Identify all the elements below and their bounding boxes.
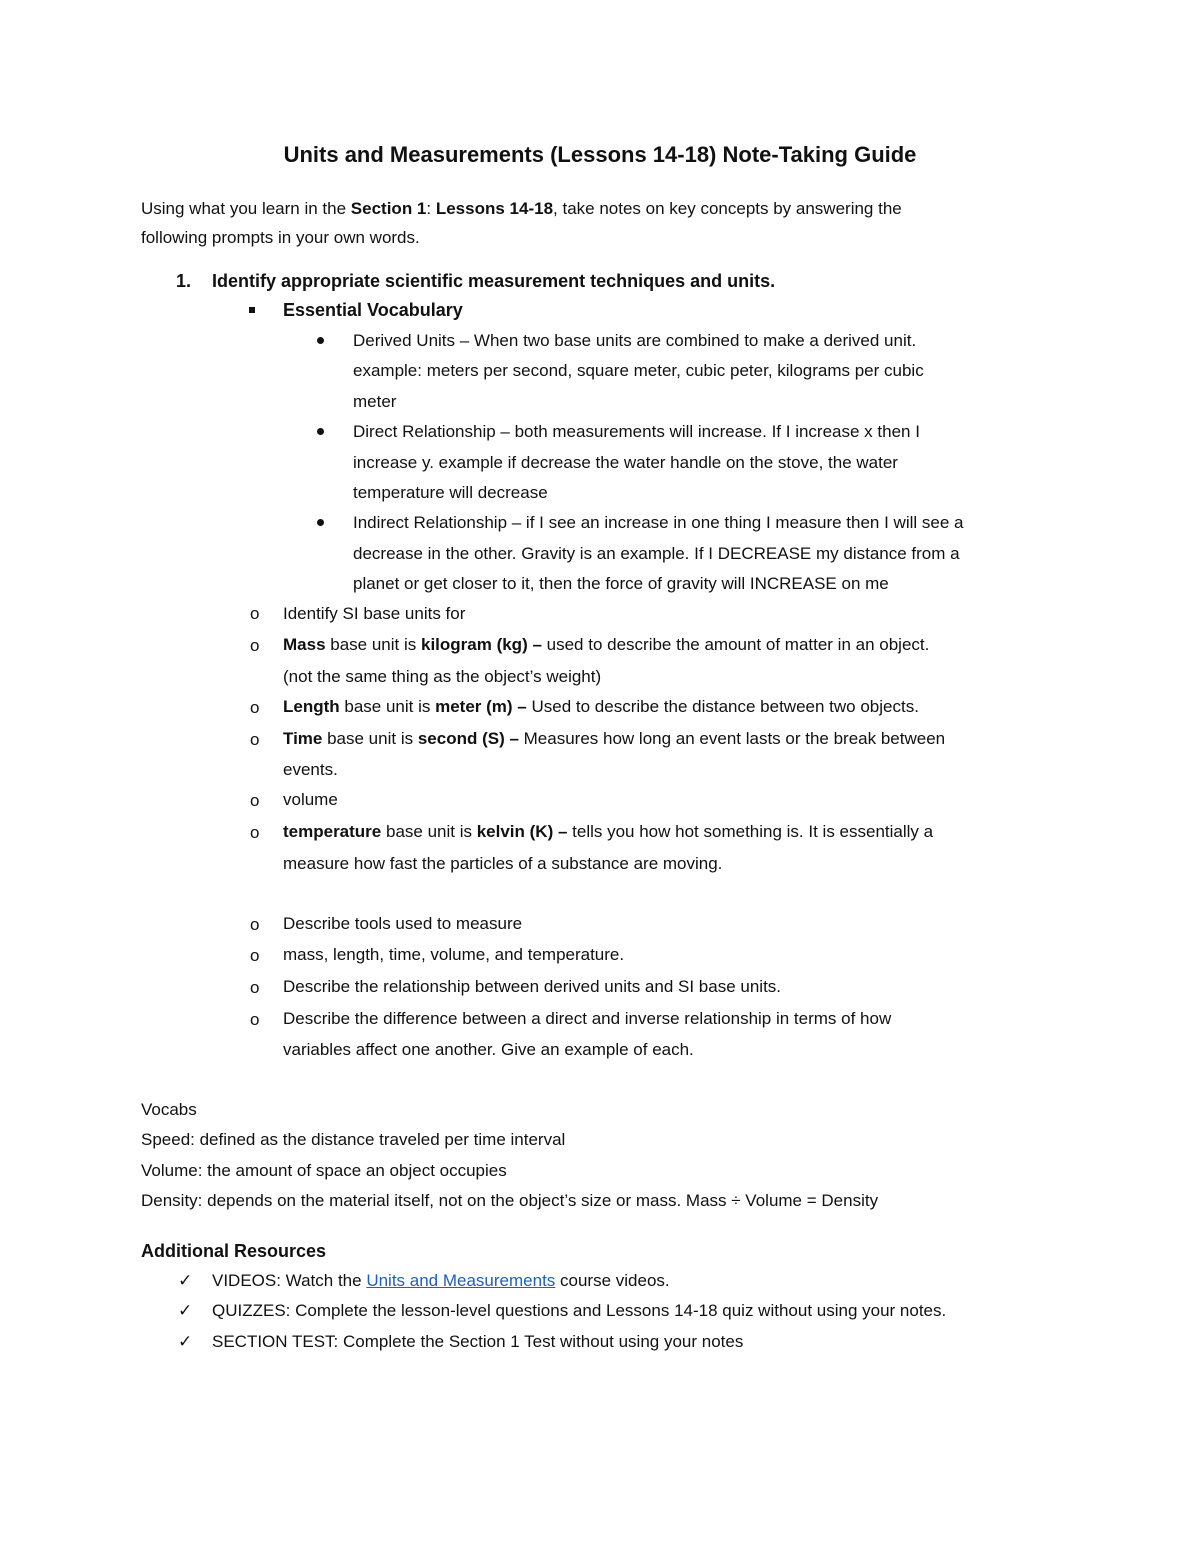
text: VIDEOS: Watch the xyxy=(212,1271,367,1290)
vocab-derived-line-3: meter xyxy=(353,392,397,411)
vocabs-heading: Vocabs xyxy=(141,1100,197,1119)
term-bold: Time xyxy=(283,729,323,748)
checkmark-icon: ✓ xyxy=(178,1301,193,1320)
text: base unit is xyxy=(325,635,421,654)
page-title: Units and Measurements (Lessons 14-18) Note-Taking Guide xyxy=(283,142,917,167)
intro-section-bold: Section 1 xyxy=(350,199,427,218)
circle-bullet-icon: o xyxy=(250,698,260,717)
intro-text: Using what you learn in the xyxy=(141,199,351,218)
term-bold: temperature xyxy=(283,822,382,841)
unit-bold: kilogram (kg) – xyxy=(420,635,542,654)
resource-videos xyxy=(212,1270,670,1292)
vocab-direct-line-2: increase y. example if decrease the water handle on the stove, the water xyxy=(353,453,898,472)
resources-heading: Additional Resources xyxy=(141,1241,327,1261)
bullet-icon xyxy=(317,428,324,435)
text: Used to describe the distance between two objects. xyxy=(526,697,919,716)
vocab-indirect-line-2: decrease in the other. Gravity is an example. If I DECREASE my distance from a xyxy=(353,544,960,563)
objective-text: Identify appropriate scientific measurement techniques and units. xyxy=(212,271,776,291)
term-bold: Mass xyxy=(283,635,326,654)
describe-difference-line-2: variables affect one another. Give an example of each. xyxy=(283,1040,694,1059)
essential-vocab-heading: Essential Vocabulary xyxy=(283,300,463,320)
text: course videos. xyxy=(555,1271,670,1290)
text: base unit is xyxy=(381,822,477,841)
checkmark-icon: ✓ xyxy=(178,1271,193,1290)
circle-bullet-icon: o xyxy=(250,604,260,623)
units-and-measurements-link[interactable]: Units and Measurements xyxy=(366,1271,556,1290)
circle-bullet-icon: o xyxy=(250,1010,260,1029)
circle-bullet-icon: o xyxy=(250,946,260,965)
text: used to describe the amount of matter in an object. xyxy=(541,635,930,654)
text: base unit is xyxy=(322,729,418,748)
si-time-line-2: events. xyxy=(283,760,338,779)
describe-tools: Describe tools used to measure xyxy=(283,914,523,933)
vocab-direct-line-1: Direct Relationship – both measurements will increase. If I increase x then I xyxy=(353,422,920,441)
si-temperature-line-2: measure how fast the particles of a substance are moving. xyxy=(283,854,723,873)
si-temperature-line-1 xyxy=(283,821,933,843)
intro-text: , take notes on key concepts by answering the xyxy=(553,199,902,218)
text: base unit is xyxy=(339,697,436,716)
vocab-direct-line-3: temperature will decrease xyxy=(353,483,548,502)
intro-lessons-bold: Lessons 14-18 xyxy=(435,199,554,218)
checkmark-icon: ✓ xyxy=(178,1332,193,1351)
describe-quantities: mass, length, time, volume, and temperature. xyxy=(283,945,625,964)
circle-bullet-icon: o xyxy=(250,730,260,749)
circle-bullet-icon: o xyxy=(250,636,260,655)
si-mass-line-1 xyxy=(283,634,929,656)
circle-bullet-icon: o xyxy=(250,915,260,934)
circle-bullet-icon: o xyxy=(250,978,260,997)
describe-derived-relationship: Describe the relationship between derived units and SI base units. xyxy=(283,977,782,996)
circle-bullet-icon: o xyxy=(250,823,260,842)
vocab-derived-line-1: Derived Units – When two base units are combined to make a derived unit. xyxy=(353,331,917,350)
resource-section-test: SECTION TEST: Complete the Section 1 Test without using your notes xyxy=(212,1332,744,1351)
si-time-line-1 xyxy=(283,728,945,750)
circle-bullet-icon: o xyxy=(250,791,260,810)
bullet-icon xyxy=(317,519,324,526)
si-length-line-1 xyxy=(283,696,919,718)
vocabs-density: Density: depends on the material itself, not on the object’s size or mass. Mass ÷ Volume = Density xyxy=(141,1191,879,1210)
square-bullet-icon xyxy=(249,307,255,313)
objective-number: 1. xyxy=(176,271,192,291)
si-mass-line-2: (not the same thing as the object’s weight) xyxy=(283,667,602,686)
vocab-derived-line-2: example: meters per second, square meter, cubic peter, kilograms per cubic xyxy=(353,361,924,380)
vocabs-speed: Speed: defined as the distance traveled per time interval xyxy=(141,1130,566,1149)
vocabs-volume: Volume: the amount of space an object occupies xyxy=(141,1161,507,1180)
term-bold: Length xyxy=(283,697,340,716)
text: Measures how long an event lasts or the break between xyxy=(518,729,946,748)
vocab-indirect-line-1: Indirect Relationship – if I see an increase in one thing I measure then I will see a xyxy=(353,513,964,532)
bullet-icon xyxy=(317,337,324,344)
si-volume: volume xyxy=(283,790,338,809)
intro-text: : xyxy=(426,199,436,218)
si-identify: Identify SI base units for xyxy=(283,604,466,623)
text: tells you how hot something is. It is essentially a xyxy=(567,822,934,841)
describe-difference-line-1: Describe the difference between a direct and inverse relationship in terms of how xyxy=(283,1009,892,1028)
unit-bold: kelvin (K) – xyxy=(476,822,568,841)
intro-line-2: following prompts in your own words. xyxy=(141,228,420,247)
intro-line-1 xyxy=(141,198,902,220)
vocab-indirect-line-3: planet or get closer to it, then the force of gravity will INCREASE on me xyxy=(353,574,889,593)
unit-bold: meter (m) – xyxy=(435,697,527,716)
unit-bold: second (S) – xyxy=(417,729,519,748)
resource-quizzes: QUIZZES: Complete the lesson-level questions and Lessons 14-18 quiz without using your notes. xyxy=(212,1301,947,1320)
